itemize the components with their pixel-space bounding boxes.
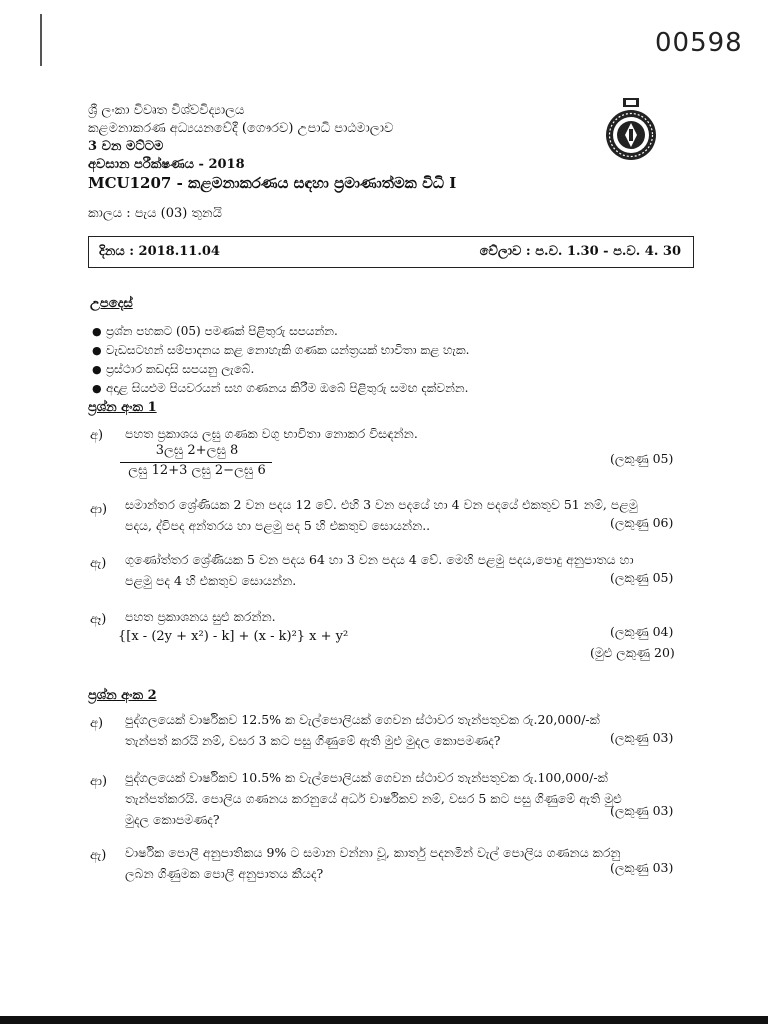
q1b-marks: (ලකුණු 06) xyxy=(610,515,674,530)
instructions-title: උපදෙස් xyxy=(90,296,133,311)
q1a-label: අ) xyxy=(90,428,104,443)
date-time-box xyxy=(88,236,694,268)
q1d-label: ඈ) xyxy=(90,612,107,627)
instruction-item xyxy=(92,322,692,341)
q2a-marks: (ලකුණු 03) xyxy=(610,730,674,745)
q2c-marks: (ලකුණු 03) xyxy=(610,860,674,875)
scan-bottom-edge xyxy=(0,1016,768,1024)
instruction-text: වැඩසටහන් සම්පාදනය කළ නොහැකි ගණක යන්ත්‍රයක් භාවිතා කළ හැක. xyxy=(106,343,470,357)
q1d-text: පහත ප්‍රකාශනය සුළු කරන්න. xyxy=(125,609,276,624)
q1a-text: පහත ප්‍රකාශය ලඝු ගණක වගු භාවිතා නොකර විසඳන්න. xyxy=(125,426,418,441)
q2c-label: ඇ) xyxy=(90,848,107,863)
question-1-title: ප්‍රශ්න අංක 1 xyxy=(88,400,157,415)
q1c-label: ඇ) xyxy=(90,556,107,571)
q2a-label: අ) xyxy=(90,716,104,731)
program-name: කළමනාකරණ අධ්‍යයනවේදී (ගෞරව) උපාධි පාඨමාලාව xyxy=(88,121,394,136)
instruction-text: ප්‍රස්ථාර කඩදාසි සපයනු ලැබේ. xyxy=(106,362,255,376)
question-2-title: ප්‍රශ්න අංක 2 xyxy=(88,688,157,703)
course-title: MCU1207 - කළමනාකරණය සඳහා ප්‍රමාණාත්මක විධි I xyxy=(88,174,457,192)
q2b-marks: (ලකුණු 03) xyxy=(610,803,674,818)
margin-mark xyxy=(40,14,48,66)
exam-date: දිනය : 2018.11.04 xyxy=(99,244,220,259)
exam-title: අවසාන පරීක්ෂණය - 2018 xyxy=(88,157,245,172)
instructions-list xyxy=(92,322,692,398)
document-number: 00598 xyxy=(655,28,743,58)
bullet-icon: ● xyxy=(92,325,102,338)
level: 3 වන මට්ටම xyxy=(88,139,164,154)
university-logo xyxy=(602,96,660,162)
q1a-marks: (ලකුණු 05) xyxy=(610,451,674,466)
q2c-line2: ලබන ගිණුමක පොලී අනුපාතය කීයද? xyxy=(125,866,324,881)
q1c-line1: ගුණෝත්තර ශ්‍රේණියක 5 වන පදය 64 හා 3 වන පදය 4 වේ. මෙහි පළමු පදය,පොදු අනුපාතය හා xyxy=(125,552,634,567)
university-name: ශ්‍රී ලංකා විවෘත විශ්වවිද්‍යාලය xyxy=(88,103,245,118)
q1a-denominator: ලඝු 12+3 ලඝු 2−ලඝු 6 xyxy=(128,463,266,478)
instruction-item xyxy=(92,360,692,379)
bullet-icon: ● xyxy=(92,363,102,376)
q2b-line2: තැන්පත්කරයි. පොලිය ගණනය කරනුයේ අර්ධ වාර්ෂිකව නම්, වසර 5 කට පසු ගිණුමේ ඇති මුළු xyxy=(125,791,622,806)
q1d-expression: {[x - (2y + x²) - k] + (x - k)²} x + y² xyxy=(118,629,349,644)
exam-duration: කාලය : පැය (03) තුනයි xyxy=(88,206,222,221)
q1a-numerator: 3ලඝු 2+ලඝු 8 xyxy=(155,443,239,458)
exam-time: වේලාව : ප.ව. 1.30 - ප.ව. 4. 30 xyxy=(479,244,681,259)
bullet-icon: ● xyxy=(92,382,102,395)
q1b-line2: පදය, ද්විපද අන්තරය හා පළමු පද 5 හි එකතුව සොයන්න.. xyxy=(125,518,431,533)
q1b-line1: සමාන්තර ශ්‍රේණියක 2 වන පදය 12 වේ. එහි 3 වන පදයේ හා 4 වන පදයේ එකතුව 51 නම්, පළමු xyxy=(125,497,638,512)
q2b-line1: පුද්ගලයෙක් වාර්ෂිකව 10.5% ක වැල්පොලියක් ගෙවන ස්ථාවර තැන්පතුවක රු.100,000/-ක් xyxy=(125,770,608,785)
q2b-label: ආ) xyxy=(90,774,108,789)
q1d-marks: (ලකුණු 04) xyxy=(610,624,674,639)
bullet-icon: ● xyxy=(92,344,102,357)
instruction-item xyxy=(92,379,692,398)
q1c-line2: පළමු පද 4 හි එකතුව සොයන්න. xyxy=(125,573,297,588)
q1c-marks: (ලකුණු 05) xyxy=(610,570,674,585)
instruction-text: ප්‍රශ්න පහකට (05) පමණක් පිළිතුරු සපයන්න. xyxy=(106,324,338,338)
instruction-item xyxy=(92,341,692,360)
instruction-text: අදාළ සියළුම පියවරයන් සහ ගණනය කිරීම ඔබේ පිළිතුරු සමඟ දක්වන්න. xyxy=(106,381,469,395)
q2b-line3: මුදල කොපමණද? xyxy=(125,812,220,827)
q1b-label: ආ) xyxy=(90,502,108,517)
q1-total-marks: (මුළු ලකුණු 20) xyxy=(590,645,675,660)
q2c-line1: වාර්ෂික පොලී අනුපාතිකය 9% ට සමාන වන්නා වූ, කාර්තු පදනමින් වැල් පොලිය ගණනය කරනු xyxy=(125,845,621,860)
q2a-line1: පුද්ගලයෙක් වාර්ෂිකව 12.5% ක වැල්පොලියක් ගෙවන ස්ථාවර තැන්පතුවක රු.20,000/-ක් xyxy=(125,712,600,727)
q2a-line2: තැන්පත් කරයි නම්, වසර 3 කට පසු ගිණුමේ ඇති මුළු මුදල කොපමණද? xyxy=(125,733,501,748)
